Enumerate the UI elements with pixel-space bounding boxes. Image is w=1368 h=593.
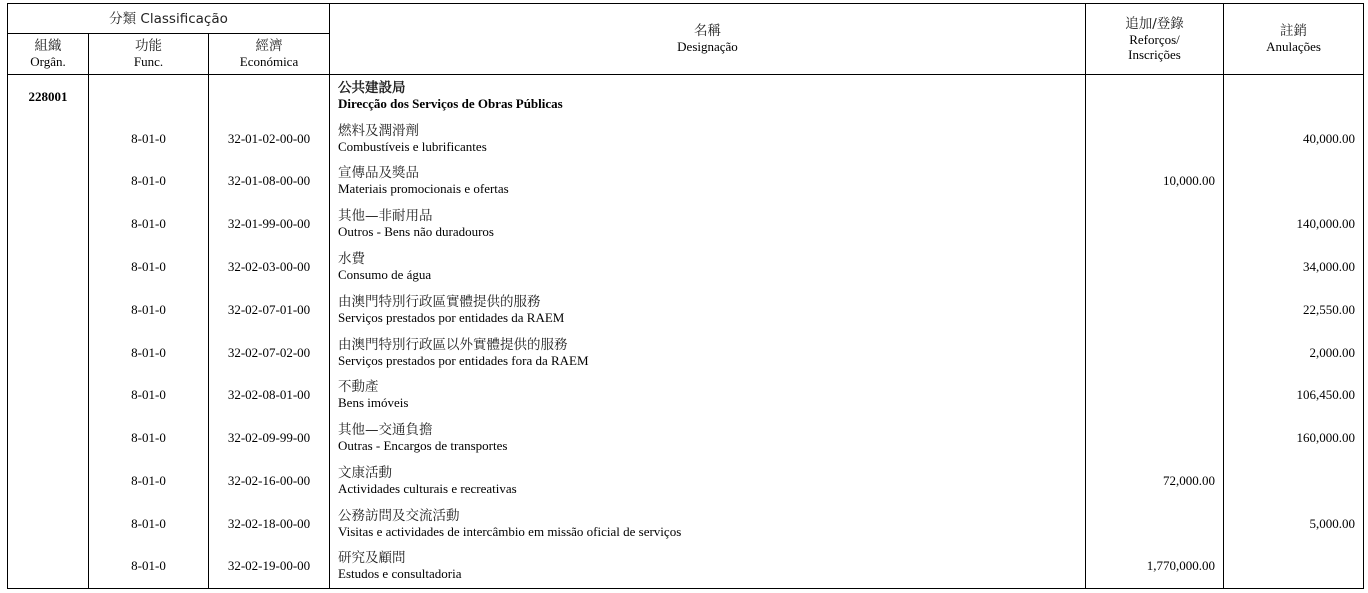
designation: 研究及顧問 Estudos e consultadoria [330,545,1086,588]
annulment-amount [1224,545,1364,588]
function-code: 8-01-0 [89,417,209,460]
table-row [8,502,1364,545]
organ-header: 組織 Orgân. [8,34,89,75]
table-row [8,203,1364,246]
designation: 由澳門特別行政區實體提供的服務 Serviços prestados por entidades da RAEM [330,288,1086,331]
table-row [8,545,1364,588]
reinforcement-amount [1086,117,1224,160]
economic-code: 32-02-03-00-00 [209,246,330,289]
annulment-amount: 5,000.00 [1224,502,1364,545]
reinforcements-header: 追加/登錄 Reforços/ Inscrições [1086,4,1224,75]
table-row [8,246,1364,289]
entity-row [8,75,1364,118]
table-row [8,331,1364,374]
entity-name: 公共建設局 Direcção dos Serviços de Obras Públicas [330,75,1086,118]
annulment-amount: 34,000.00 [1224,246,1364,289]
designation: 宣傳品及獎品 Materiais promocionais e ofertas [330,160,1086,203]
reinforcement-amount [1086,288,1224,331]
designation: 其他—非耐用品 Outros - Bens não duradouros [330,203,1086,246]
annulment-amount: 2,000.00 [1224,331,1364,374]
annulment-amount [1224,160,1364,203]
economic-code: 32-01-02-00-00 [209,117,330,160]
reinforcement-amount [1086,246,1224,289]
function-code: 8-01-0 [89,160,209,203]
designation: 燃料及潤滑劑 Combustíveis e lubrificantes [330,117,1086,160]
function-code: 8-01-0 [89,203,209,246]
function-code: 8-01-0 [89,246,209,289]
annulments-header: 註銷 Anulações [1224,4,1364,75]
economic-code: 32-02-16-00-00 [209,460,330,503]
reinforcement-amount: 10,000.00 [1086,160,1224,203]
function-code: 8-01-0 [89,117,209,160]
annulment-amount: 160,000.00 [1224,417,1364,460]
annulment-amount: 140,000.00 [1224,203,1364,246]
designation: 文康活動 Actividades culturais e recreativas [330,460,1086,503]
function-code: 8-01-0 [89,545,209,588]
designation: 由澳門特別行政區以外實體提供的服務 Serviços prestados por entidades fora da RAEM [330,331,1086,374]
table-row [8,374,1364,417]
annulment-amount: 106,450.00 [1224,374,1364,417]
economic-code: 32-02-19-00-00 [209,545,330,588]
economic-header: 經濟 Económica [209,34,330,75]
table-row [8,117,1364,160]
designation: 不動產 Bens imóveis [330,374,1086,417]
annulment-amount: 22,550.00 [1224,288,1364,331]
economic-code: 32-02-18-00-00 [209,502,330,545]
economic-code: 32-02-07-02-00 [209,331,330,374]
classification-header: 分類 Classificação [8,4,330,34]
organ-code: 228001 [8,75,89,118]
reinforcement-amount [1086,331,1224,374]
annulment-amount [1224,460,1364,503]
reinforcement-amount: 72,000.00 [1086,460,1224,503]
reinforcement-amount [1086,203,1224,246]
economic-code: 32-01-99-00-00 [209,203,330,246]
function-code: 8-01-0 [89,502,209,545]
reinforcement-amount [1086,502,1224,545]
table-row [8,288,1364,331]
function-header: 功能 Func. [89,34,209,75]
function-code: 8-01-0 [89,374,209,417]
designation: 公務訪問及交流活動 Visitas e actividades de intercâmbio em missão oficial de serviços [330,502,1086,545]
reinforcement-amount [1086,417,1224,460]
economic-code: 32-02-08-01-00 [209,374,330,417]
designation-header: 名稱 Designação [330,4,1086,75]
table-row [8,417,1364,460]
function-code: 8-01-0 [89,331,209,374]
designation: 水費 Consumo de água [330,246,1086,289]
economic-code: 32-01-08-00-00 [209,160,330,203]
designation: 其他—交通負擔 Outras - Encargos de transportes [330,417,1086,460]
table-row [8,160,1364,203]
economic-code: 32-02-09-99-00 [209,417,330,460]
budget-table [7,3,1364,589]
annulment-amount: 40,000.00 [1224,117,1364,160]
reinforcement-amount: 1,770,000.00 [1086,545,1224,588]
reinforcement-amount [1086,374,1224,417]
function-code: 8-01-0 [89,460,209,503]
economic-code: 32-02-07-01-00 [209,288,330,331]
table-row [8,460,1364,503]
function-code: 8-01-0 [89,288,209,331]
